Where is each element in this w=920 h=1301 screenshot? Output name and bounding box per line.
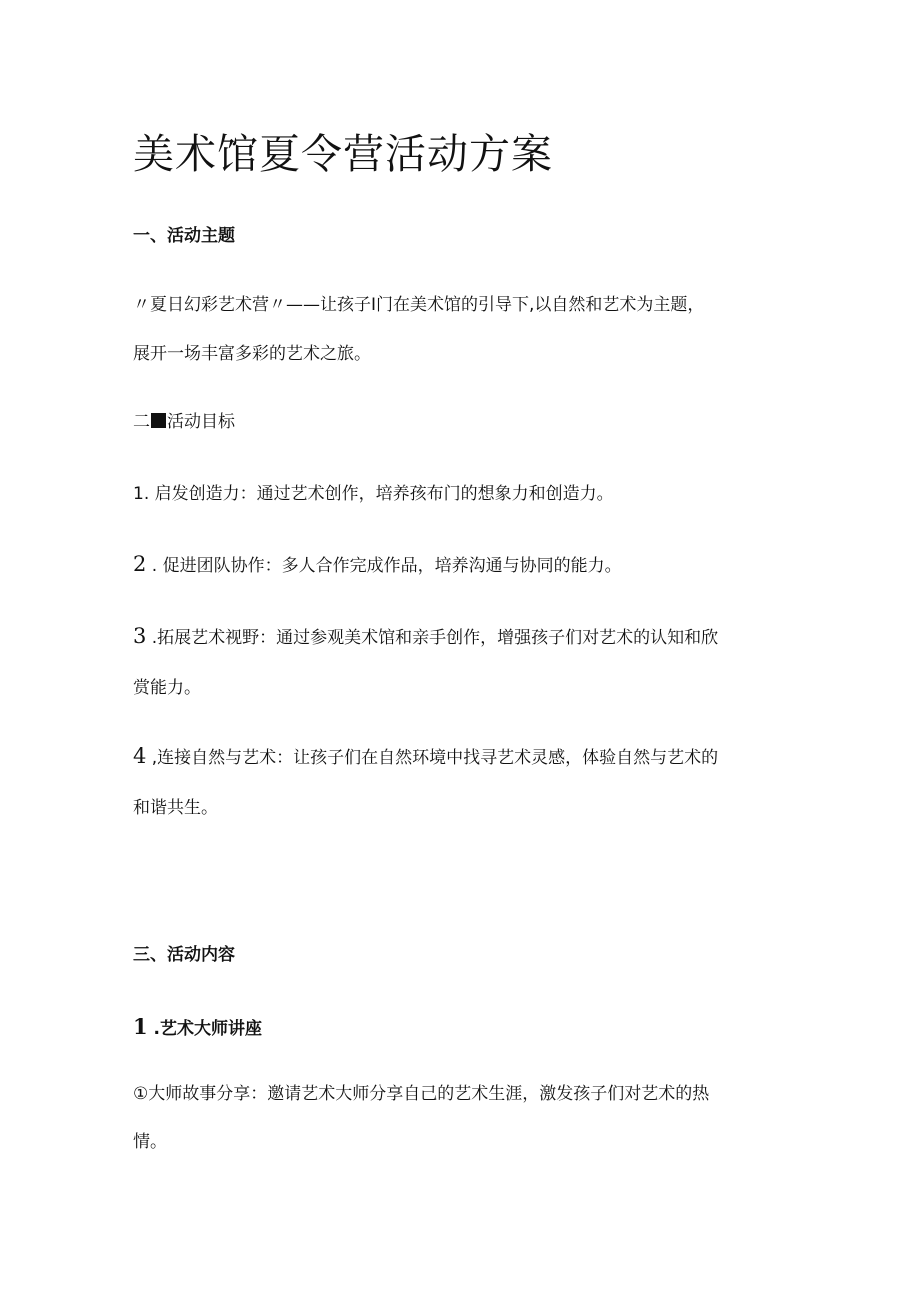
master-story-paragraph-line-1: ①大师故事分享：邀请艺术大师分享自己的艺术生涯，激发孩子们对艺术的热 — [133, 1084, 710, 1104]
goal-item-2 — [133, 552, 793, 578]
goal-item-1 — [133, 482, 793, 506]
goal-item-4 — [133, 744, 793, 770]
section-heading-goals — [133, 410, 235, 434]
goal-item-3-continuation: 赏能力。 — [133, 678, 201, 698]
filled-square-glyph — [151, 413, 166, 428]
goal-item-2-text: . 促进团队协作：多人合作完成作品，培养沟通与协同的能力。 — [146, 556, 622, 576]
section-heading-content: 三、活动内容 — [133, 945, 235, 965]
content-subheading-1-number: 1 — [133, 1014, 148, 1039]
goal-item-4-number: 4 — [133, 744, 147, 768]
section-heading-goals-prefix: 二 — [133, 412, 150, 432]
page-title: 美术馆夏令营活动方案 — [133, 130, 553, 178]
goal-item-3-text: .拓展艺术视野：通过参观美术馆和亲手创作，增强孩子们对艺术的认知和欣 — [146, 628, 719, 648]
goal-item-4-continuation: 和谐共生。 — [133, 798, 218, 818]
theme-paragraph-line-1: 〃夏日幻彩艺术营〃——让孩子I门在美术馆的引导下,以自然和艺术为主题， — [133, 295, 705, 315]
goal-item-1-text: . 启发创造力：通过艺术创作，培养孩布门的想象力和创造力。 — [143, 484, 614, 504]
section-heading-goals-text: 活动目标 — [167, 412, 235, 432]
master-story-paragraph-line-2: 情。 — [133, 1132, 167, 1152]
goal-item-3 — [133, 624, 793, 650]
goal-item-1-number: 1 — [133, 484, 144, 504]
goal-item-2-number: 2 — [133, 552, 147, 576]
goal-item-4-text: ,连接自然与艺术：让孩子们在自然环境中找寻艺术灵感，体验自然与艺术的 — [146, 748, 719, 768]
goal-item-3-number: 3 — [133, 624, 147, 648]
section-heading-theme: 一、活动主题 — [133, 226, 235, 246]
content-subheading-1 — [133, 1015, 793, 1041]
theme-paragraph-line-2: 展开一场丰富多彩的艺术之旅。 — [133, 344, 371, 364]
content-subheading-1-text: .艺术大师讲座 — [147, 1019, 263, 1039]
